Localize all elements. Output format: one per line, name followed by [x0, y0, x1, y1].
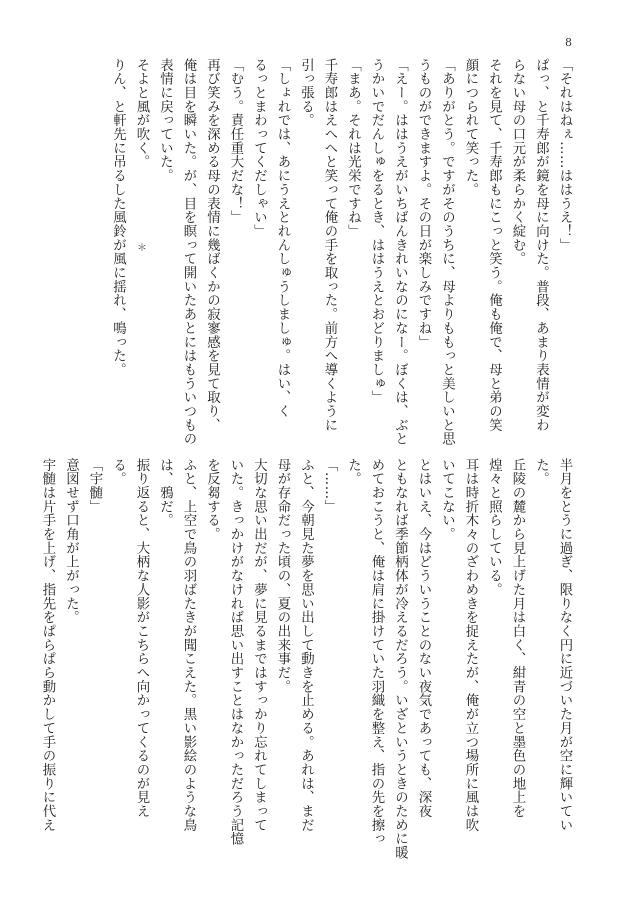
- text-line: 丘陵の麓から見上げた月は白く、紺青の空と墨色の地上を: [510, 458, 525, 819]
- text-line: 宇髄は片手を上げ、指先をぱらぱら動かして手の振りに代え: [40, 458, 55, 832]
- text-line: 引っ張る。: [298, 58, 314, 128]
- text-line: 「まあ。それは光栄ですね」: [345, 58, 361, 239]
- text-line: そよと風が吹く。: [134, 58, 149, 169]
- text-line: 煌々と照らしている。: [486, 458, 502, 597]
- text-line: 「宇髄」: [87, 458, 102, 514]
- text-line: た。: [533, 458, 549, 486]
- text-line: ぱっ、と千寿郎が鏡を母に向けた。普段、あまり表情が変わ: [533, 58, 549, 432]
- text-line: めておこうと、俺は肩に掛けていた羽織を整え、指の先を擦っ: [369, 458, 384, 846]
- text-line: ともなれば季節柄体が冷えるだろう。いざというときのために暖: [392, 458, 408, 860]
- section-separator: ＊: [137, 243, 147, 254]
- lower-text-block: [36, 458, 577, 860]
- text-line: 大切な思い出だが、夢に見るまではすっかり忘れてしまって: [251, 458, 267, 832]
- text-line: 「しょれでは、あにうえとれんしゅうしましゅ。はい、く: [275, 58, 290, 419]
- text-line: 振り返ると、大柄な人影がこちらへ向かってくるのが見え: [134, 458, 149, 819]
- text-line: 意図せず口角が上がった。: [63, 458, 79, 625]
- text-line: 「……」: [322, 458, 337, 514]
- text-line: うものができますよ。その日が楽しみですね」: [416, 58, 431, 349]
- text-line: るっとまわってくだしゃい」: [251, 58, 267, 239]
- text-line: それを見て、千寿郎もにこっと笑う。俺も俺で、母と弟の笑: [486, 58, 502, 432]
- text-line: 「えー。ははうえがいちばんきれいなのになー。ぼくは、ぶと: [392, 58, 408, 446]
- text-line: 俺は目を瞬いた。が、目を瞑って開いたあとにはもういつもの: [181, 58, 196, 446]
- text-line: た。: [345, 458, 361, 486]
- page-number: 8: [565, 36, 572, 49]
- text-line: 再び笑みを深める母の表情に幾ばくかの寂寥感を見て取り、: [204, 58, 220, 432]
- text-line: 千寿郎はえへへと笑って俺の手を取った。前方へ導くように: [322, 58, 337, 432]
- text-line: 顔につられて笑った。: [463, 58, 478, 197]
- text-line: る。: [110, 458, 126, 486]
- text-line: ふと、上空で鳥の羽ばたきが聞こえた。黒い影絵のような鳥: [181, 458, 196, 832]
- text-line: は、鴉だ。: [157, 458, 173, 528]
- text-line: らない母の口元が柔らかく綻む。: [510, 58, 525, 266]
- text-line: 表情に戻っていた。: [157, 58, 173, 183]
- text-line: 「それはねぇ……ははうえ！」: [557, 58, 572, 252]
- text-line: とはいえ、今はどういうことのない夜気であっても、深夜: [416, 458, 431, 819]
- text-line: 「むう。責任重大だな！」: [228, 58, 243, 225]
- text-line: 「ありがとう。ですがそのうちに、母よりももっと美しいと思: [439, 58, 455, 446]
- text-line: を反芻する。: [204, 458, 220, 542]
- text-line: りん、と軒先に吊るした風鈴が風に揺れ、鳴った。: [110, 58, 126, 377]
- text-line: いた。きっかけがなければ思い出すことはなかっただろう記憶: [228, 458, 243, 846]
- text-line: 半月をとうに過ぎ、限りなく円に近づいた月が空に輝いてい: [557, 458, 572, 832]
- text-line: 母が存命だった頃の、夏の出来事だ。: [275, 458, 290, 694]
- text-line: ふと、今朝見た夢を思い出して動きを止める。あれは、まだ: [298, 458, 314, 832]
- text-line: 耳は時折木々のざわめきを捉えたが、俺が立つ場所に風は吹: [463, 458, 478, 832]
- upper-text-block: [106, 58, 576, 446]
- text-line: うかいでだんしゅをるとき、ははうえとおどりましゅ」: [369, 58, 384, 405]
- text-line: いてこない。: [439, 458, 455, 542]
